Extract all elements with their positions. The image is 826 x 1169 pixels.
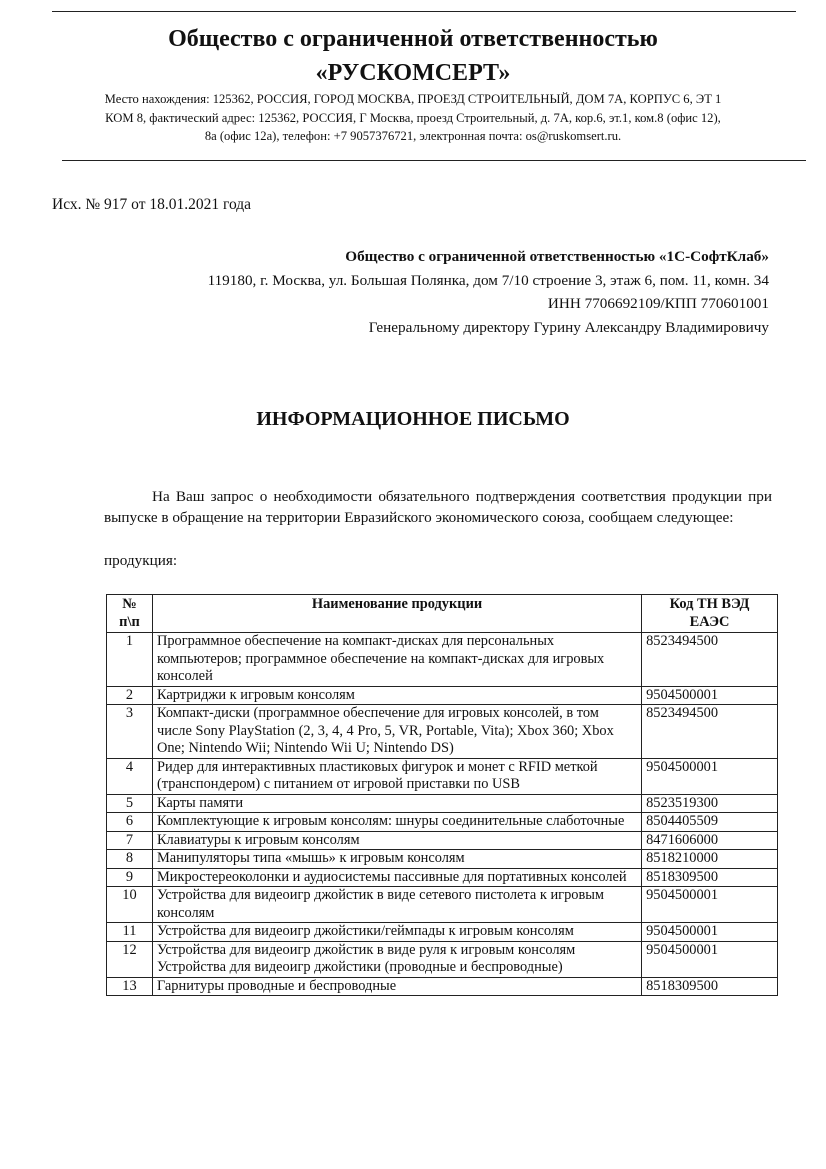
table-row [107,923,778,942]
row-number: 5 [107,794,153,813]
row-code: 8504405509 [642,813,778,832]
document-title: ИНФОРМАЦИОННОЕ ПИСЬМО [256,408,570,430]
header-num: № п\п [107,595,153,633]
row-code: 9504500001 [642,941,778,977]
row-number: 13 [107,977,153,996]
row-code: 9504500001 [642,923,778,942]
products-label: продукция: [104,552,178,569]
letterhead-address [60,90,766,146]
table-row [107,977,778,996]
table-row [107,686,778,705]
row-product-name: Карты памяти [152,794,641,813]
body-paragraph: На Ваш запрос о необходимости обязательного подтверждения соответствия продукции при выпуске в обращение на территории Евразийского экономического союза, сообщаем следующее: [104,488,772,526]
row-code: 8523519300 [642,794,778,813]
row-product-name: Программное обеспечение на компакт-дисках для персональных компьютеров; программное обеспечение на компакт-дисках для игровых консолей [152,633,641,687]
recipient-addressee: Генеральному директору Гурину Александру Владимировичу [368,318,769,336]
row-product-name: Гарнитуры проводные и беспроводные [152,977,641,996]
table-row [107,705,778,759]
row-number: 8 [107,850,153,869]
letterhead-bottom-rule [62,160,806,161]
row-code: 9504500001 [642,758,778,794]
recipient-block [208,245,769,339]
table-row [107,813,778,832]
row-product-name: Компакт-диски (программное обеспечение для игровых консолей, в том числе Sony PlayStation (2, 3, 4, 4 Pro, 5, VR, Portable, Vita); Xbox 360; Xbox One; Nintendo Wii; Nintendo Wii U; Nintendo DS) [152,705,641,759]
row-product-name: Устройства для видеоигр джойстик в виде руля к игровым консолям Устройства для видеоигр джойстики (проводные и беспроводные) [152,941,641,977]
row-product-name: Ридер для интерактивных пластиковых фигурок и монет с RFID меткой (транспондером) с питанием от игровой приставки по USB [152,758,641,794]
row-code: 8518309500 [642,977,778,996]
table-row [107,633,778,687]
table-row [107,941,778,977]
table-header-row [107,595,778,633]
row-code: 8518309500 [642,868,778,887]
table-row [107,887,778,923]
row-code: 8523494500 [642,633,778,687]
row-product-name: Устройства для видеоигр джойстики/геймпады к игровым консолям [152,923,641,942]
table-row [107,831,778,850]
row-number: 3 [107,705,153,759]
recipient-org: Общество с ограниченной ответственностью «1С-СофтКлаб» [345,248,769,265]
row-product-name: Картриджи к игровым консолям [152,686,641,705]
letterhead-top-rule [52,11,796,12]
table-body [107,633,778,996]
header-code: Код ТН ВЭД ЕАЭС [642,595,778,633]
table-row [107,758,778,794]
letterhead-org-type: Общество с ограниченной ответственностью [168,26,658,52]
products-table [106,594,778,996]
row-number: 6 [107,813,153,832]
row-product-name: Клавиатуры к игровым консолям [152,831,641,850]
row-number: 10 [107,887,153,923]
row-product-name: Манипуляторы типа «мышь» к игровым консолям [152,850,641,869]
letterhead-org-name: «РУСКОМСЕРТ» [315,60,511,86]
table-row [107,850,778,869]
header-name: Наименование продукции [152,595,641,633]
row-product-name: Комплектующие к игровым консолям: шнуры соединительные слаботочные [152,813,641,832]
row-number: 9 [107,868,153,887]
row-number: 7 [107,831,153,850]
table-row [107,794,778,813]
row-number: 12 [107,941,153,977]
row-code: 9504500001 [642,887,778,923]
recipient-inn-kpp: ИНН 7706692109/КПП 770601001 [547,295,769,312]
row-number: 2 [107,686,153,705]
row-code: 8518210000 [642,850,778,869]
row-code: 8471606000 [642,831,778,850]
letterhead-address-line: 8а (офис 12а), телефон: +7 9057376721, электронная почта: os@ruskomsert.ru. [204,129,622,143]
letterhead-address-line: Место нахождения: 125362, РОССИЯ, ГОРОД МОСКВА, ПРОЕЗД СТРОИТЕЛЬНЫЙ, ДОМ 7А, КОРПУС 6, ЭТ 1 [104,92,722,106]
row-number: 4 [107,758,153,794]
row-number: 11 [107,923,153,942]
table-row [107,868,778,887]
recipient-address: 119180, г. Москва, ул. Большая Полянка, дом 7/10 строение 3, этаж 6, пом. 11, комн. 34 [207,271,769,289]
letterhead-address-line: КОМ 8, фактический адрес: 125362, РОССИЯ, Г Москва, проезд Строительный, д. 7А, кор.6, эт.1, ком.8 (офис 12), [105,110,721,125]
outgoing-number: Исх. № 917 от 18.01.2021 года [52,196,252,213]
row-product-name: Устройства для видеоигр джойстик в виде сетевого пистолета к игровым консолям [152,887,641,923]
row-number: 1 [107,633,153,687]
row-code: 9504500001 [642,686,778,705]
row-product-name: Микростереоколонки и аудиосистемы пассивные для портативных консолей [152,868,641,887]
row-code: 8523494500 [642,705,778,759]
